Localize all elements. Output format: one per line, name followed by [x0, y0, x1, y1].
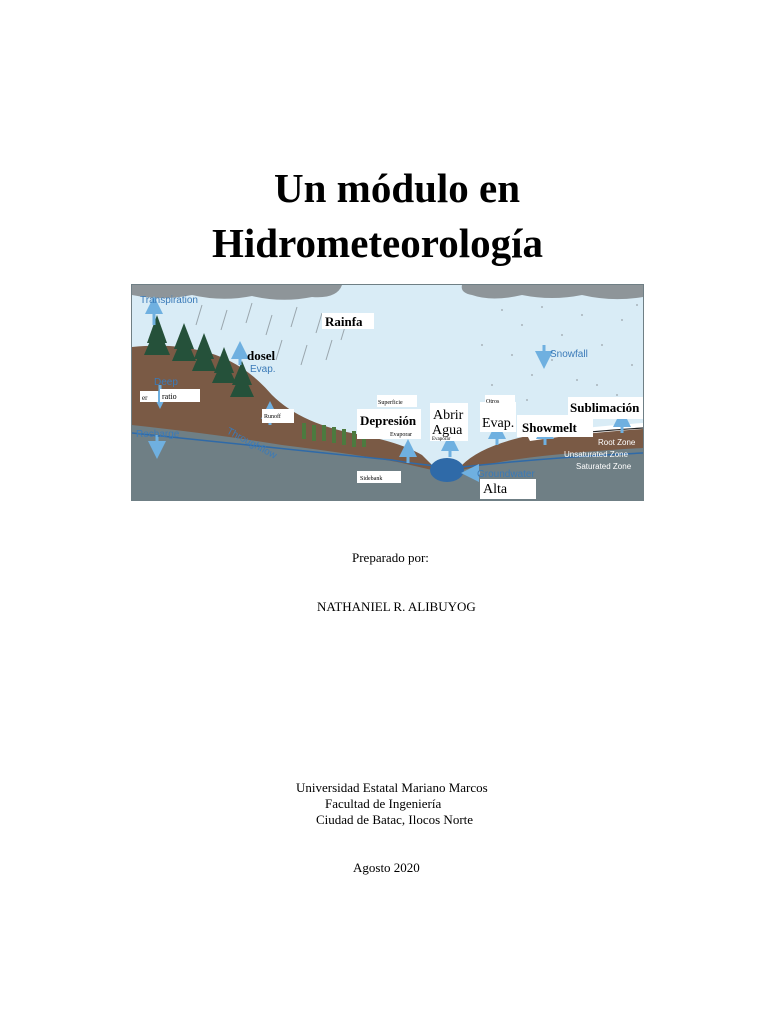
- label-showmelt: Showmelt: [522, 420, 577, 435]
- document-date: Agosto 2020: [353, 860, 420, 875]
- label-evaporar-1: Evaporar: [390, 432, 412, 438]
- label-abrir: Abrir: [433, 408, 464, 423]
- label-superficie: Superficie: [378, 400, 403, 406]
- label-deep: Deep: [154, 377, 178, 388]
- label-agua: Agua: [432, 423, 463, 438]
- prepared-by-label: Preparado por:: [352, 550, 429, 565]
- label-otros: Otros: [486, 399, 500, 405]
- faculty-name: Facultad de Ingeniería: [325, 796, 442, 811]
- title-line-2: Hidrometeorología: [212, 220, 543, 266]
- label-transpiration: Transpiration: [140, 295, 198, 306]
- university-name: Universidad Estatal Mariano Marcos: [296, 780, 488, 795]
- label-depresion: Depresión: [360, 413, 417, 428]
- label-snowfall: Snowfall: [550, 349, 588, 360]
- label-recharge: Recharge: [136, 429, 180, 440]
- label-canopy: dosel: [247, 348, 276, 363]
- label-er: er: [142, 394, 148, 402]
- label-groundwater: Groundwater: [477, 469, 535, 480]
- label-sidebank: Sidebank: [360, 476, 383, 482]
- city-name: Ciudad de Batac, Ilocos Norte: [316, 812, 474, 827]
- title-line-1: Un módulo en: [274, 165, 521, 211]
- label-unsaturated-zone: Unsaturated Zone: [564, 450, 629, 459]
- label-root-zone: Root Zone: [598, 438, 636, 447]
- label-runoff: Runoff: [264, 414, 281, 420]
- label-ration: ratio: [162, 392, 177, 401]
- label-alta: Alta: [483, 482, 508, 497]
- hydrologic-cycle-figure: [131, 284, 644, 501]
- author-name: NATHANIEL R. ALIBUYOG: [317, 599, 476, 614]
- label-saturated-zone: Saturated Zone: [576, 462, 632, 471]
- label-evap-right: Evap.: [482, 416, 515, 431]
- label-evaporar-2: Evaporar: [432, 437, 451, 442]
- label-rainfall: Rainfa: [325, 314, 363, 329]
- label-sublimacion: Sublimación: [570, 400, 640, 415]
- lake: [430, 458, 464, 482]
- label-throughflow: Throughflow: [224, 425, 279, 462]
- cloud-right: [462, 285, 643, 299]
- label-canopy-evap: Evap.: [250, 364, 276, 375]
